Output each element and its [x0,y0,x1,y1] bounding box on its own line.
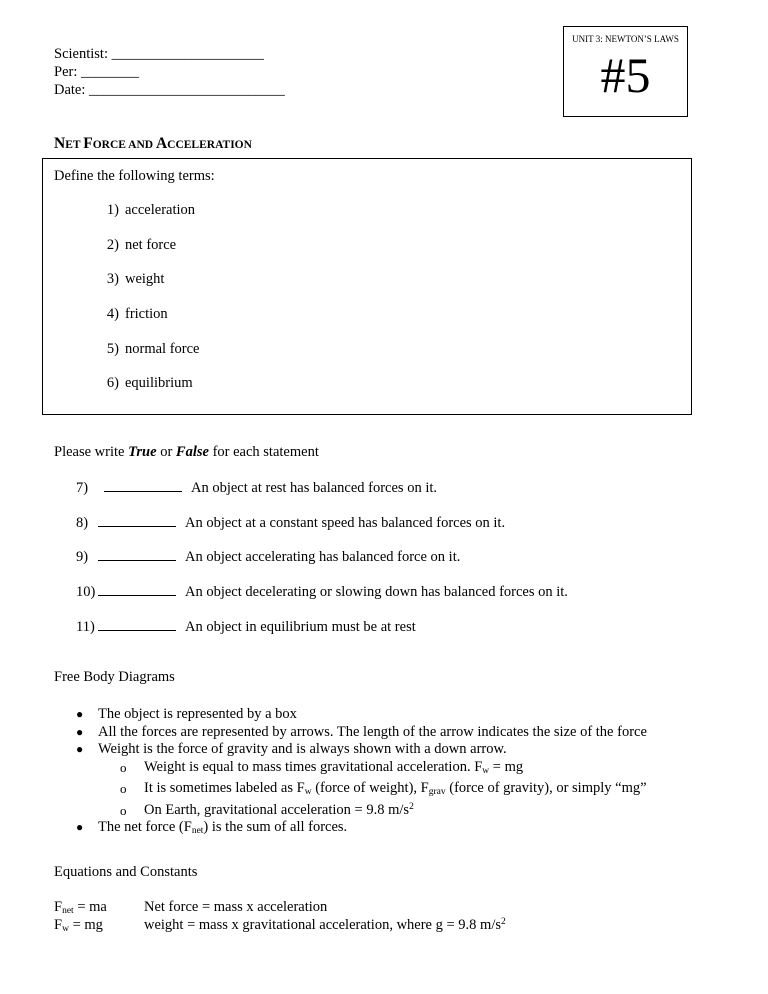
term-item [99,306,168,323]
bullet-text: The object is represented by a box [98,706,297,722]
intro-text: for each statement [208,444,319,460]
title-cap-n: N [54,135,66,152]
term-item [99,271,164,288]
formula-text: = mg [68,917,103,933]
term-item [99,341,199,358]
bullet-icon: ● [76,820,84,834]
bullet-icon: ● [76,724,84,739]
title-rest-1: ET [65,139,84,151]
term-text: net force [125,237,177,253]
term-text: weight [125,271,165,287]
bullet-text: (force of weight), F [311,780,429,796]
term-number: 5) [106,341,119,357]
equation-formula [54,917,103,934]
true-word: True [128,444,157,460]
answer-blank[interactable] [98,583,176,596]
true-false-instruction [54,444,319,461]
term-number: 2) [106,237,119,253]
term-text: friction [125,306,168,322]
fbd-bullet-list [74,706,647,841]
list-item [74,741,647,759]
page-title [54,135,252,153]
formula-text: F [54,917,63,933]
statement-row [76,514,505,532]
term-number: 1) [106,202,119,218]
term-item [99,375,193,392]
statement-number: 11) [76,619,95,635]
bullet-text: Weight is equal to mass times gravitational acceleration. F [144,758,483,775]
equations-heading: Equations and Constants [54,864,198,880]
circle-bullet-icon: o [120,781,127,796]
formula-text: = ma [73,899,107,915]
intro-text: or [156,444,176,460]
bullet-icon: ● [76,707,84,721]
term-number: 4) [106,306,119,322]
term-text: equilibrium [125,375,193,391]
subscript: net [191,826,204,836]
formula-text: F [54,899,63,915]
title-rest-3: CCELERATION [167,139,252,151]
subscript: w [62,924,69,934]
statement-text: An object accelerating has balanced force on it. [185,549,461,565]
unit-number: #5 [600,47,651,103]
term-number: 3) [106,271,119,287]
period-field[interactable]: Per: ________ [54,64,139,80]
equation-description [144,917,506,934]
sub-list-item [74,780,647,802]
circle-bullet-icon: o [120,759,127,775]
superscript: 2 [501,917,506,927]
sub-list-item [74,802,647,820]
false-word: False [175,444,209,460]
list-item [74,706,647,724]
statement-number: 10) [76,584,96,600]
bullet-text: All the forces are represented by arrows. The length of the arrow indicates the size of the force [98,723,647,740]
unit-badge [563,26,688,117]
subscript: w [304,787,312,797]
description-text: weight = mass x gravitational acceleration, where g = 9.8 m/s [144,917,501,933]
statement-row [76,618,416,636]
definitions-instruction: Define the following terms: [54,168,215,184]
bullet-text: The net force (F [98,819,192,835]
bullet-icon: ● [76,742,84,756]
definitions-box [42,158,692,415]
answer-blank[interactable] [98,618,176,631]
subscript: net [62,906,74,916]
statement-row [76,548,460,566]
answer-blank[interactable] [104,479,182,492]
bullet-text: On Earth, gravitational acceleration = 9.8 m/s [144,801,410,818]
subscript: w [482,765,490,776]
statement-text: An object decelerating or slowing down has balanced forces on it. [185,584,568,600]
subscript: grav [428,787,446,797]
list-item [74,819,647,841]
statement-row [76,479,437,497]
statement-number: 8) [76,515,89,531]
list-item [74,724,647,742]
statement-number: 9) [76,549,89,565]
title-rest-2: ORCE AND [92,139,156,151]
statement-number: 7) [76,480,89,496]
scientist-field[interactable]: Scientist: _____________________ [54,46,264,62]
bullet-text: (force of gravity), or simply “mg” [445,780,647,796]
answer-blank[interactable] [98,548,176,561]
unit-title: UNIT 3: NEWTON’S LAWS [572,34,679,44]
equation-description: Net force = mass x acceleration [144,899,328,915]
term-text: normal force [125,341,200,357]
title-cap-f: F [83,135,93,152]
answer-blank[interactable] [98,514,176,527]
statement-text: An object at a constant speed has balanced forces on it. [185,515,506,531]
date-field[interactable]: Date: ___________________________ [54,82,285,98]
superscript: 2 [409,801,414,812]
bullet-text: ) is the sum of all forces. [203,819,348,835]
fbd-heading: Free Body Diagrams [54,669,175,685]
sub-list-item [74,759,647,781]
circle-bullet-icon: o [120,802,127,818]
title-cap-a: A [155,135,168,152]
equation-formula [54,899,107,916]
term-item [99,202,195,219]
statement-text: An object at rest has balanced forces on it. [191,480,438,496]
statement-text: An object in equilibrium must be at rest [185,619,416,635]
term-text: acceleration [125,202,196,218]
bullet-text: Weight is the force of gravity and is always shown with a down arrow. [98,741,507,757]
term-number: 6) [106,375,119,391]
bullet-text: = mg [489,758,524,775]
term-item [99,237,176,254]
statement-row [76,583,568,601]
bullet-text: It is sometimes labeled as F [144,780,305,796]
intro-text: Please write [54,444,129,460]
